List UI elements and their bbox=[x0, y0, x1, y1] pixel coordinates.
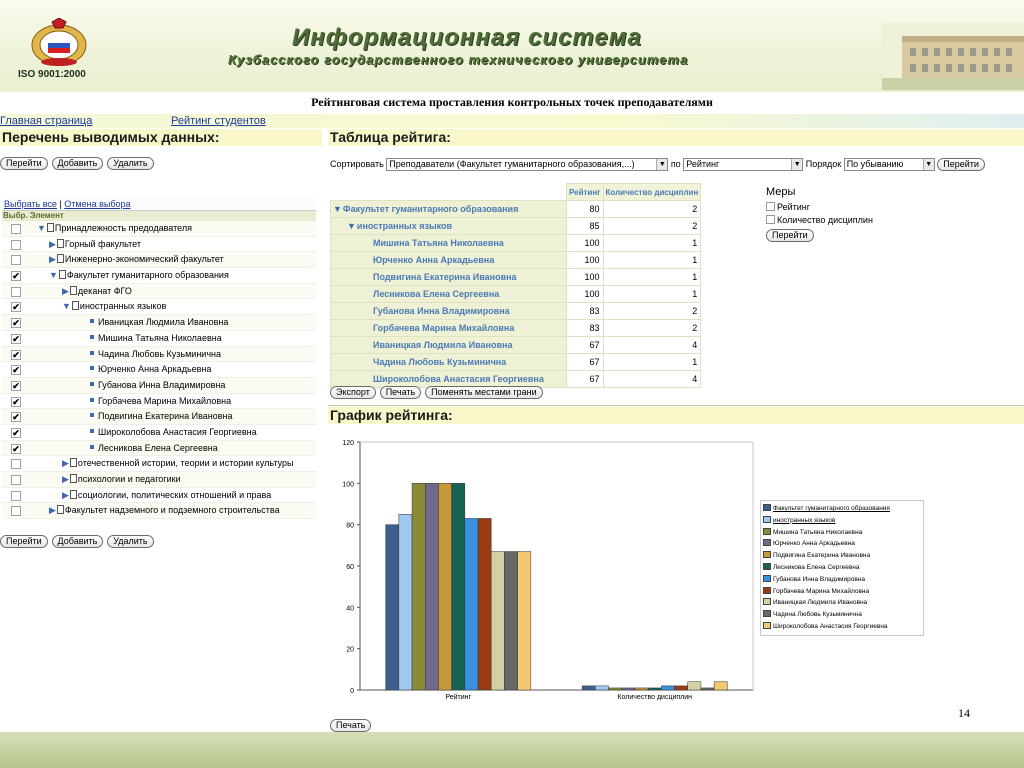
col-element-header: Элемент bbox=[29, 211, 64, 220]
row-checkbox[interactable] bbox=[11, 491, 21, 501]
legend-label: Чадина Любовь Кузьминична bbox=[773, 611, 862, 619]
bar bbox=[465, 518, 478, 690]
rating-cell: 67 bbox=[567, 354, 604, 371]
expand-triangle-icon[interactable]: ▶ bbox=[62, 285, 69, 296]
row-checkbox[interactable]: ✔ bbox=[12, 380, 20, 391]
bar bbox=[491, 552, 504, 690]
measures-panel bbox=[766, 186, 873, 242]
tree-row bbox=[2, 503, 316, 519]
rating-table-row bbox=[331, 286, 701, 303]
count-cell: 4 bbox=[603, 371, 701, 388]
count-cell: 1 bbox=[603, 235, 701, 252]
y-tick-label: 60 bbox=[346, 564, 354, 571]
row-checkbox[interactable]: ✔ bbox=[12, 365, 20, 376]
legend-swatch bbox=[763, 528, 771, 535]
document-icon bbox=[70, 474, 77, 483]
bar bbox=[438, 483, 451, 690]
legend-swatch bbox=[763, 587, 771, 594]
collapse-triangle-icon[interactable]: ▼ bbox=[62, 301, 71, 312]
expand-triangle-icon[interactable]: ▶ bbox=[62, 474, 69, 484]
tree-item-label: Факультет надземного и подземного строительства bbox=[64, 505, 280, 516]
nav-bar bbox=[0, 114, 1024, 128]
measures-title: Меры bbox=[766, 186, 796, 198]
legend-item bbox=[763, 562, 921, 574]
rating-table-title: Таблица рейтига: bbox=[328, 129, 1024, 146]
count-cell: 1 bbox=[603, 269, 701, 286]
tree-item-label: деканат ФГО bbox=[77, 285, 132, 296]
row-name: Чадина Любовь Кузьминична bbox=[373, 357, 507, 367]
legend-swatch bbox=[763, 551, 771, 558]
rating-cell: 100 bbox=[567, 269, 604, 286]
legend-item bbox=[763, 527, 921, 539]
tree-item-label: Горбачева Марина Михайловна bbox=[98, 395, 232, 406]
data-list-title: Перечень выводимых данных: bbox=[0, 129, 322, 146]
bar bbox=[701, 688, 714, 690]
bar bbox=[688, 682, 701, 690]
legend-item bbox=[763, 597, 921, 609]
legend-label: Факультет гуманитарного образования bbox=[773, 505, 890, 512]
expand-triangle-icon[interactable]: ▶ bbox=[62, 458, 69, 469]
document-icon bbox=[72, 301, 79, 310]
chevron-down-icon: ▼ bbox=[923, 159, 934, 170]
tree-header bbox=[2, 211, 316, 221]
legend-label: иностранных языков bbox=[773, 516, 836, 524]
chevron-down-icon: ▼ bbox=[791, 159, 802, 170]
bar bbox=[661, 686, 674, 690]
sort-go-button[interactable]: Перейти bbox=[937, 158, 985, 171]
left-toolbar-top bbox=[0, 157, 155, 170]
bullet-icon bbox=[90, 413, 94, 417]
legend-swatch bbox=[763, 622, 771, 629]
legend-item bbox=[763, 503, 921, 515]
count-cell: 1 bbox=[603, 354, 701, 371]
legend-label: Юрченко Анна Аркадьевна bbox=[773, 540, 855, 548]
legend-item bbox=[763, 586, 921, 598]
y-tick-label: 40 bbox=[346, 605, 354, 613]
bar bbox=[595, 686, 608, 690]
chart-legend bbox=[760, 500, 924, 636]
row-name: Иваницкая Людмила Ивановна bbox=[373, 340, 513, 350]
tree-item-label: Инженерно-экономический факультет bbox=[64, 254, 224, 265]
bullet-icon bbox=[90, 445, 94, 449]
sort-measure-select[interactable]: Рейтинг ▼ bbox=[683, 158, 803, 171]
legend-swatch bbox=[763, 516, 771, 523]
bullet-icon bbox=[90, 398, 94, 402]
bar bbox=[518, 552, 531, 690]
chevron-down-icon: ▼ bbox=[656, 159, 667, 170]
document-icon bbox=[70, 490, 77, 499]
tree-row bbox=[2, 472, 316, 488]
legend-swatch bbox=[763, 563, 771, 570]
bullet-icon bbox=[90, 382, 94, 386]
tree-item-label: социологии, политических отношений и права bbox=[77, 489, 272, 500]
count-cell: 2 bbox=[603, 201, 701, 218]
tree-item-label: психологии и педагогики bbox=[77, 474, 181, 484]
left-toolbar-bottom bbox=[0, 535, 155, 548]
document-icon bbox=[57, 239, 64, 248]
row-name: Факультет гуманитарного образования bbox=[342, 204, 519, 214]
chart-toolbar bbox=[330, 719, 372, 732]
bar bbox=[609, 688, 622, 690]
row-checkbox[interactable] bbox=[11, 475, 21, 485]
left-delete-button-bottom[interactable]: Удалить bbox=[107, 535, 153, 548]
row-checkbox[interactable] bbox=[11, 506, 21, 516]
element-tree bbox=[2, 198, 316, 519]
rating-table bbox=[330, 183, 701, 388]
bar bbox=[504, 552, 517, 690]
by-label: по bbox=[670, 159, 681, 169]
bullet-icon bbox=[90, 429, 94, 433]
tree-item-label: отечественной истории, теории и истории культуры bbox=[77, 458, 294, 469]
measure-count-option[interactable]: Количество дисциплин bbox=[766, 214, 873, 227]
bullet-icon bbox=[90, 319, 94, 323]
order-label: Порядок bbox=[805, 159, 842, 169]
iso-label: ISO 9001:2000 bbox=[18, 69, 86, 80]
tree-row bbox=[2, 362, 316, 378]
measure-count-checkbox[interactable] bbox=[766, 215, 775, 224]
rating-cell: 80 bbox=[567, 201, 604, 218]
tree-item-label: Юрченко Анна Аркадьевна bbox=[98, 364, 212, 375]
left-delete-button[interactable]: Удалить bbox=[107, 157, 153, 170]
rating-chart-title: График рейтинга: bbox=[328, 407, 1024, 424]
document-icon bbox=[57, 505, 64, 514]
legend-label: Подвигина Екатерина Ивановна bbox=[773, 552, 871, 560]
legend-swatch bbox=[763, 598, 771, 605]
col-select-header: Выбр. bbox=[3, 211, 28, 220]
bar bbox=[582, 686, 595, 690]
tree-item-label: Губанова Инна Владимировна bbox=[98, 379, 226, 390]
tree-row bbox=[2, 394, 316, 410]
bar bbox=[714, 682, 727, 690]
legend-label: Широколобова Анастасия Георгиевна bbox=[773, 622, 888, 630]
tree-row bbox=[2, 237, 316, 253]
bar bbox=[478, 518, 491, 690]
legend-label: Лесникова Елена Сергеевна bbox=[773, 563, 860, 571]
row-name: Мишина Татьяна Николаевна bbox=[373, 238, 504, 248]
rating-table-row bbox=[331, 303, 701, 320]
tree-row bbox=[2, 299, 316, 315]
page-subtitle: Рейтинговая система проставления контрольных точек преподавателями bbox=[311, 95, 713, 109]
header-banner bbox=[0, 0, 1024, 92]
tree-item-label: Мишина Татьяна Николаевна bbox=[98, 332, 222, 343]
rating-cell: 100 bbox=[567, 252, 604, 269]
tree-item-label: Чадина Любовь Кузьминична bbox=[98, 348, 221, 359]
rating-table-row bbox=[331, 354, 701, 371]
rating-table-row bbox=[331, 218, 701, 235]
row-checkbox[interactable]: ✔ bbox=[12, 349, 20, 360]
rating-cell: 83 bbox=[567, 320, 604, 337]
bullet-icon bbox=[90, 335, 94, 339]
rating-table-row bbox=[331, 235, 701, 252]
row-checkbox[interactable] bbox=[11, 287, 21, 297]
university-title: Кузбасского государственного технического университета bbox=[228, 52, 689, 67]
table-toolbar bbox=[330, 386, 544, 399]
row-checkbox[interactable] bbox=[11, 459, 21, 469]
y-tick-label: 0 bbox=[350, 688, 354, 695]
row-checkbox[interactable] bbox=[11, 255, 21, 265]
tree-item-label: Иваницкая Людмила Ивановна bbox=[98, 317, 229, 328]
bar bbox=[399, 514, 412, 690]
legend-item bbox=[763, 538, 921, 550]
tree-row bbox=[2, 252, 316, 268]
bar bbox=[452, 483, 465, 690]
row-name: Подвигина Екатерина Ивановна bbox=[373, 272, 517, 282]
sort-bar bbox=[330, 158, 986, 171]
nav-rating-link[interactable]: Рейтинг студентов bbox=[171, 115, 266, 127]
selection-links: Выбрать все | Отмена выбора bbox=[2, 198, 316, 211]
document-icon bbox=[59, 270, 66, 279]
count-cell: 1 bbox=[603, 286, 701, 303]
bar bbox=[425, 483, 438, 690]
tree-row bbox=[2, 409, 316, 425]
y-tick-label: 20 bbox=[346, 646, 354, 654]
hierarchy-icon bbox=[47, 223, 54, 232]
x-category-label: Количество дисциплин bbox=[617, 694, 693, 701]
legend-swatch bbox=[763, 610, 771, 617]
tree-row bbox=[2, 488, 316, 504]
expand-triangle-icon[interactable]: ▶ bbox=[49, 238, 56, 249]
bar bbox=[635, 688, 648, 690]
col-rating-header[interactable]: Рейтинг bbox=[567, 184, 604, 201]
print-chart-button[interactable]: Печать bbox=[330, 719, 371, 732]
row-name: Юрченко Анна Аркадьевна bbox=[373, 255, 495, 265]
legend-item bbox=[763, 609, 921, 621]
rating-table-row bbox=[331, 337, 701, 354]
rating-table-row bbox=[331, 371, 701, 388]
row-name: Лесникова Елена Сергеевна bbox=[373, 289, 500, 299]
system-title: Информационная система bbox=[292, 24, 642, 51]
row-checkbox[interactable]: ✔ bbox=[12, 318, 20, 329]
left-go-button-bottom[interactable]: Перейти bbox=[0, 535, 48, 548]
tree-row bbox=[2, 347, 316, 363]
left-add-button[interactable]: Добавить bbox=[52, 157, 104, 170]
sort-label: Сортировать bbox=[330, 159, 384, 169]
tree-row bbox=[2, 284, 316, 300]
row-checkbox[interactable]: ✔ bbox=[12, 302, 20, 313]
expand-triangle-icon[interactable]: ▶ bbox=[62, 489, 69, 500]
count-cell: 4 bbox=[603, 337, 701, 354]
count-cell: 2 bbox=[603, 303, 701, 320]
row-checkbox[interactable]: ✔ bbox=[12, 396, 20, 407]
deselect-link[interactable]: Отмена выбора bbox=[64, 199, 131, 209]
print-table-button[interactable]: Печать bbox=[380, 386, 421, 399]
tree-row bbox=[2, 268, 316, 284]
row-checkbox[interactable]: ✔ bbox=[12, 443, 20, 454]
bullet-icon bbox=[90, 366, 94, 370]
x-category-label: Рейтинг bbox=[445, 694, 472, 701]
bar bbox=[648, 688, 661, 690]
legend-label: Горбачева Марина Михайловна bbox=[773, 587, 870, 595]
legend-item bbox=[763, 621, 921, 633]
tree-item-label: Принадлежность предодавателя bbox=[54, 223, 192, 233]
bar bbox=[675, 686, 688, 690]
bar bbox=[386, 525, 399, 690]
col-count-header[interactable]: Количество дисциплин bbox=[603, 184, 701, 201]
select-all-link[interactable]: Выбрать все bbox=[4, 199, 57, 209]
left-go-button[interactable]: Перейти bbox=[0, 157, 48, 170]
rating-table-row bbox=[331, 269, 701, 286]
rating-cell: 100 bbox=[567, 235, 604, 252]
document-icon bbox=[57, 254, 64, 263]
row-checkbox[interactable]: ✔ bbox=[12, 412, 20, 423]
legend-item bbox=[763, 574, 921, 586]
measures-go-button[interactable]: Перейти bbox=[766, 229, 814, 242]
document-icon bbox=[70, 286, 77, 295]
legend-swatch bbox=[763, 539, 771, 546]
collapse-triangle-icon[interactable]: ▼ bbox=[347, 221, 356, 231]
count-cell: 1 bbox=[603, 252, 701, 269]
bar bbox=[622, 688, 635, 690]
tree-row bbox=[2, 425, 316, 441]
rating-table-row bbox=[331, 252, 701, 269]
sort-dimension-select[interactable]: Преподаватели (Факультет гуманитарного образования,...) ▼ bbox=[386, 158, 668, 171]
collapse-triangle-icon[interactable]: ▼ bbox=[49, 270, 58, 281]
row-checkbox[interactable]: ✔ bbox=[12, 333, 20, 344]
tree-row bbox=[2, 221, 316, 237]
legend-item bbox=[763, 550, 921, 562]
tree-item-label: Подвигина Екатерина Ивановна bbox=[98, 411, 233, 422]
university-emblem-icon bbox=[30, 18, 88, 68]
row-checkbox[interactable] bbox=[11, 224, 21, 234]
swap-axes-button[interactable]: Поменять местами грани bbox=[425, 386, 543, 399]
tree-item-label: Широколобова Анастасия Георгиевна bbox=[98, 426, 257, 437]
count-cell: 2 bbox=[603, 218, 701, 235]
rating-table-row bbox=[331, 201, 701, 218]
rating-cell: 100 bbox=[567, 286, 604, 303]
tree-item-label: Горный факультет bbox=[64, 238, 142, 249]
row-name: иностранных языков bbox=[356, 221, 453, 231]
bar bbox=[412, 483, 425, 690]
measure-rating-option[interactable]: Рейтинг bbox=[766, 201, 873, 214]
legend-label: Мишина Татьяна Николаевна bbox=[773, 528, 863, 536]
sort-order-select[interactable]: По убыванию ▼ bbox=[844, 158, 935, 171]
expand-triangle-icon[interactable]: ▶ bbox=[49, 505, 56, 516]
y-tick-label: 100 bbox=[342, 481, 354, 489]
tree-row bbox=[2, 441, 316, 457]
measure-rating-checkbox[interactable] bbox=[766, 202, 775, 211]
legend-label: Губанова Инна Владимировна bbox=[773, 575, 866, 583]
document-icon bbox=[70, 458, 77, 467]
y-tick-label: 120 bbox=[342, 440, 354, 447]
y-tick-label: 80 bbox=[346, 522, 354, 530]
bullet-icon bbox=[90, 351, 94, 355]
tree-item-label: Факультет гуманитарного образования bbox=[66, 270, 229, 281]
university-building-image bbox=[882, 22, 1024, 90]
count-cell: 2 bbox=[603, 320, 701, 337]
collapse-triangle-icon[interactable]: ▼ bbox=[37, 223, 46, 233]
expand-triangle-icon[interactable]: ▶ bbox=[49, 254, 56, 265]
collapse-triangle-icon[interactable]: ▼ bbox=[333, 204, 342, 214]
left-add-button-bottom[interactable]: Добавить bbox=[52, 535, 104, 548]
rating-cell: 85 bbox=[567, 218, 604, 235]
tree-row bbox=[2, 315, 316, 331]
rating-cell: 67 bbox=[567, 371, 604, 388]
legend-swatch bbox=[763, 575, 771, 582]
rating-cell: 83 bbox=[567, 303, 604, 320]
page-number: 14 bbox=[958, 706, 970, 720]
row-checkbox[interactable]: ✔ bbox=[12, 427, 20, 438]
row-checkbox[interactable] bbox=[11, 240, 21, 250]
legend-item bbox=[763, 515, 921, 527]
tree-item-label: Лесникова Елена Сергеевна bbox=[98, 442, 218, 453]
tree-item-label: иностранных языков bbox=[79, 301, 167, 312]
row-name: Губанова Инна Владимировна bbox=[373, 306, 510, 316]
tree-row bbox=[2, 456, 316, 472]
row-name: Широколобова Анастасия Георгиевна bbox=[373, 374, 544, 384]
rating-cell: 67 bbox=[567, 337, 604, 354]
legend-label: Иваницкая Людмила Ивановна bbox=[773, 599, 868, 607]
legend-swatch bbox=[763, 504, 771, 511]
rating-table-row bbox=[331, 320, 701, 337]
export-button[interactable]: Экспорт bbox=[330, 386, 376, 399]
row-checkbox[interactable]: ✔ bbox=[12, 271, 20, 282]
tree-row bbox=[2, 331, 316, 347]
tree-row bbox=[2, 378, 316, 394]
row-name: Горбачева Марина Михайловна bbox=[373, 323, 515, 333]
nav-home-link[interactable]: Главная страница bbox=[0, 115, 93, 127]
footer-band bbox=[0, 732, 1024, 768]
rating-bar-chart bbox=[330, 434, 760, 704]
